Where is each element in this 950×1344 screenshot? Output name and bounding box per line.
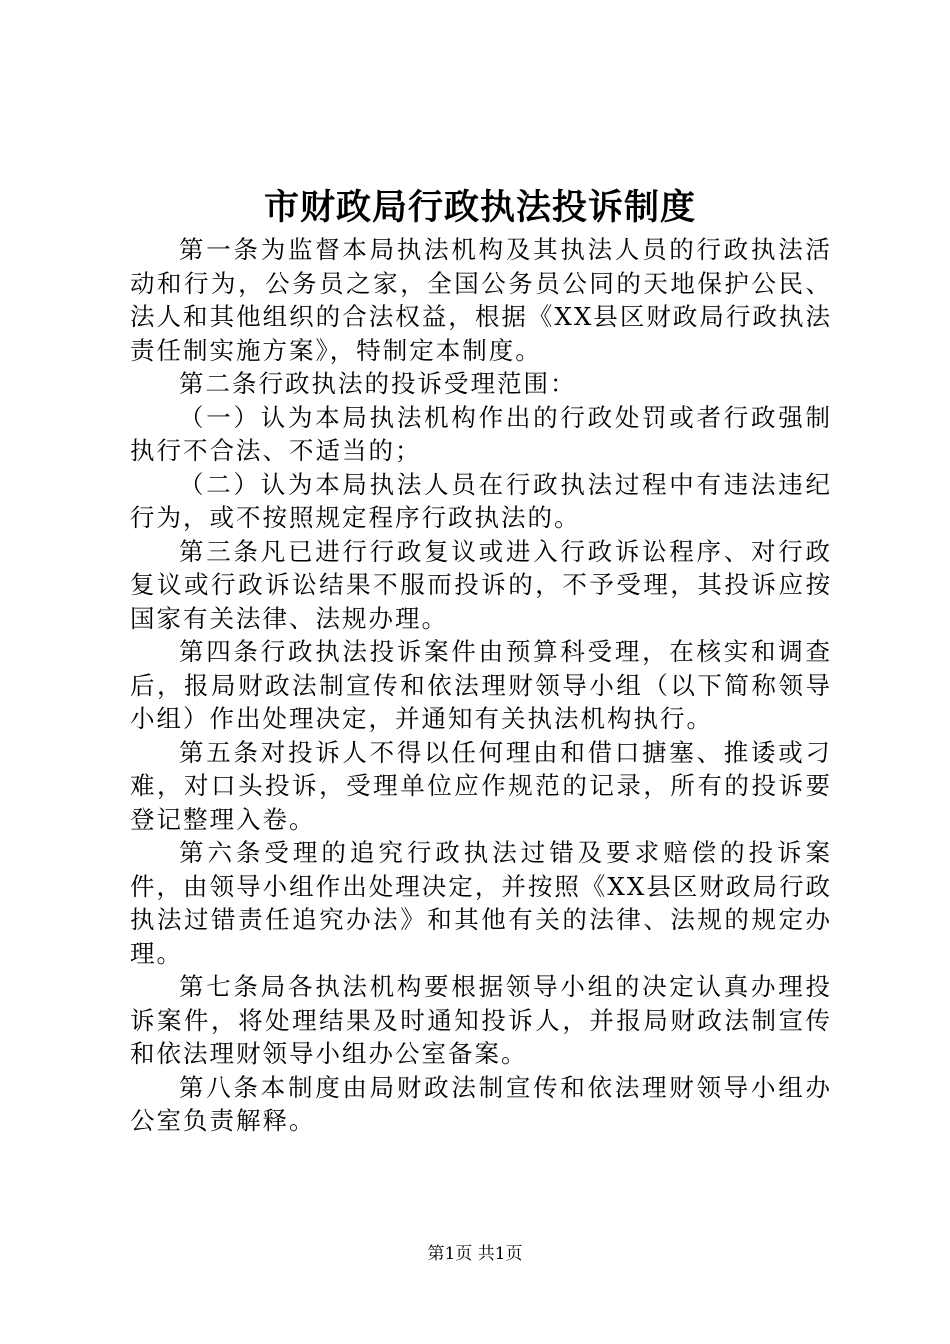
page-number-footer: 第1页 共1页 (427, 1244, 523, 1264)
article-8-paragraph: 第八条本制度由局财政法制宣传和依法理财领导小组办公室负责解释。 (130, 1072, 832, 1135)
article-4-paragraph: 第四条行政执法投诉案件由预算科受理，在核实和调查后，报局财政法制宣传和依法理财领导小组（以下简称领导小组）作出处理决定，并通知有关执法机构执行。 (130, 637, 832, 733)
article-2-paragraph: 第二条行政执法的投诉受理范围： (179, 369, 577, 398)
article-6-paragraph: 第六条受理的追究行政执法过错及要求赔偿的投诉案件，由领导小组作出处理决定，并按照《XX县区财政局行政执法过错责任追究办法》和其他有关的法律、法规的规定办理。 (130, 838, 832, 968)
article-2-item-1: （一）认为本局执法机构作出的行政处罚或者行政强制执行不合法、不适当的； (130, 402, 832, 465)
article-1-paragraph: 第一条为监督本局执法机构及其执法人员的行政执法活动和行为，公务员之家，全国公务员公同的天地保护公民、法人和其他组织的合法权益，根据《XX县区财政局行政执法责任制实施方案》，特制定本制度。 (130, 235, 832, 365)
article-3-paragraph: 第三条凡已进行行政复议或进入行政诉讼程序、对行政复议或行政诉讼结果不服而投诉的，不予受理，其投诉应按国家有关法律、法规办理。 (130, 536, 832, 633)
document-body (130, 233, 832, 1138)
document-title: 市财政局行政执法投诉制度 (263, 187, 696, 228)
article-7-paragraph: 第七条局各执法机构要根据领导小组的决定认真办理投诉案件，将处理结果及时通知投诉人，并报局财政法制宣传和依法理财领导小组办公室备案。 (130, 972, 832, 1068)
article-5-paragraph: 第五条对投诉人不得以任何理由和借口搪塞、推诿或刁难，对口头投诉，受理单位应作规范的记录，所有的投诉要登记整理入卷。 (130, 737, 832, 834)
article-2-item-2: （二）认为本局执法人员在行政执法过程中有违法违纪行为，或不按照规定程序行政执法的。 (130, 469, 832, 532)
